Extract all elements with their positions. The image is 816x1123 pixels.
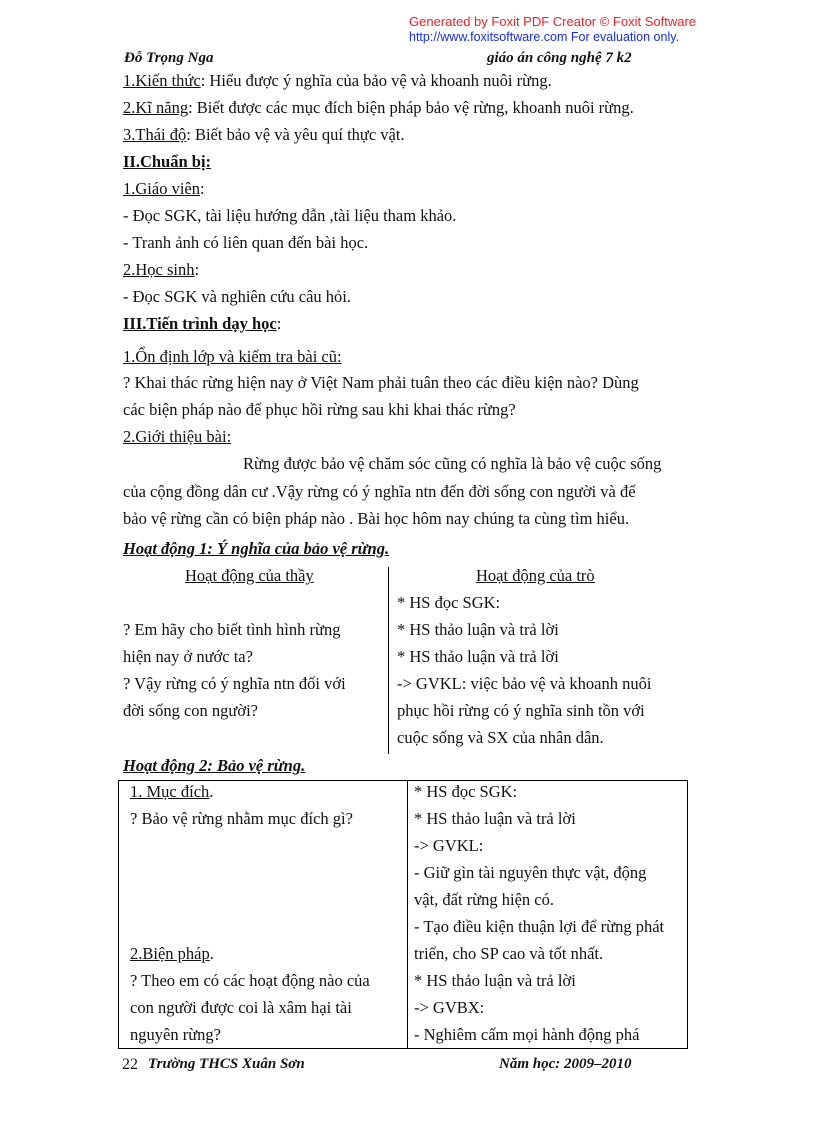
activity2-purpose-label: 1. Mục đích (130, 782, 210, 801)
process-step1-label: 1.Ổn định lớp và kiểm tra bài cũ: (123, 347, 342, 366)
prep-teacher-item: - Đọc SGK, tài liệu hướng dẫn ,tài liệu tham khảo. (123, 206, 457, 225)
activity2-purpose-question: ? Bảo vệ rừng nhằm mục đích gì? (130, 809, 353, 828)
objective-attitude-label: 3.Thái độ (123, 125, 187, 144)
activity2-right-line: - Giữ gìn tài nguyên thực vật, động (414, 863, 647, 882)
activity2-measure-line: nguyên rừng? (130, 1025, 221, 1044)
activity2-right-line: triển, cho SP cao và tốt nhất. (414, 944, 604, 963)
table-top-border (118, 780, 688, 781)
objective-skill-text: : Biết được các mục đích biện pháp bảo vệ rừng, khoanh nuôi rừng. (188, 98, 634, 117)
activity1-teacher-line: ? Vậy rừng có ý nghĩa ntn đối với (123, 674, 346, 693)
objective-skill-label: 2.Kĩ năng (123, 98, 189, 117)
prep-teacher-label: 1.Giáo viên (123, 179, 200, 198)
activity2-measure-dot: . (209, 944, 214, 963)
objective-skill (123, 98, 634, 118)
activity1-teacher-line: hiện nay ở nước ta? (123, 647, 253, 666)
activity1-student-line: cuộc sống và SX của nhân dân. (397, 728, 604, 747)
activity2-right-line: vật, đất rừng hiện có. (414, 890, 554, 909)
objective-attitude (123, 125, 405, 145)
activity1-student-line: -> GVKL: việc bảo vệ và khoanh nuôi (397, 674, 652, 693)
prep-student-heading (123, 260, 199, 280)
table-right-border (687, 780, 688, 1049)
activity2-measure-line: con người được coi là xâm hại tài (130, 998, 352, 1017)
prep-teacher-heading (123, 179, 205, 199)
activity1-student-line: * HS đọc SGK: (397, 593, 501, 612)
process-step2-label: 2.Giới thiệu bài: (123, 427, 232, 446)
prep-student-item: - Đọc SGK và nghiên cứu câu hỏi. (123, 287, 351, 306)
activity1-divider (388, 567, 389, 754)
process-step2-line: của cộng đồng dân cư .Vậy rừng có ý nghĩa ntn đến đời sống con người và để (123, 482, 636, 501)
activity2-right-line: - Tạo điều kiện thuận lợi để rừng phát (414, 917, 665, 936)
objective-knowledge-text: : Hiểu được ý nghĩa của bảo vệ và khoanh nuôi rừng. (200, 71, 552, 90)
header-subject: giáo án công nghệ 7 k2 (487, 50, 632, 66)
footer-school: Trường THCS Xuân Sơn (148, 1056, 305, 1072)
activity2-measure-heading (130, 944, 214, 964)
activity2-right-line: -> GVKL: (414, 836, 484, 855)
activity1-col-teacher: Hoạt động của thầy (185, 566, 314, 585)
activity2-right-line: - Nghiêm cấm mọi hành động phá (414, 1025, 640, 1044)
objective-attitude-text: : Biết bảo vệ và yêu quí thực vật. (186, 125, 405, 144)
activity2-right-line: * HS thảo luận và trả lời (414, 971, 576, 990)
prep-teacher-colon: : (199, 179, 205, 198)
table-left-border (118, 780, 119, 1049)
prep-student-colon: : (194, 260, 200, 279)
process-title-label: III.Tiến trình dạy học (123, 314, 277, 333)
activity1-teacher-line: ? Em hãy cho biết tình hình rừng (123, 620, 341, 639)
header-author: Đỗ Trọng Nga (124, 50, 214, 66)
activity2-right-line: * HS thảo luận và trả lời (414, 809, 576, 828)
process-step1-line: ? Khai thác rừng hiện nay ở Việt Nam phải tuân theo các điều kiện nào? Dùng (123, 373, 639, 392)
activity2-right-line: -> GVBX: (414, 998, 485, 1017)
activity2-title: Hoạt động 2: Bảo vệ rừng. (123, 756, 306, 775)
objective-knowledge (123, 71, 552, 91)
table-center-border (407, 780, 408, 1049)
prep-student-label: 2.Học sinh (123, 260, 195, 279)
activity2-measure-label: 2.Biện pháp (130, 944, 210, 963)
process-step1-line: các biện pháp nào để phục hồi rừng sau khi khai thác rừng? (123, 400, 516, 419)
activity1-teacher-line: đời sống con người? (123, 701, 259, 720)
prep-teacher-item: - Tranh ảnh có liên quan đến bài học. (123, 233, 369, 252)
footer-page-number: 22 (122, 1056, 138, 1073)
watermark-line-1: Generated by Foxit PDF Creator © Foxit Software (409, 14, 697, 29)
activity1-col-student: Hoạt động của trò (476, 566, 595, 585)
activity2-purpose-heading (130, 782, 213, 802)
process-title-colon: : (276, 314, 282, 333)
process-step2-line: bảo vệ rừng cần có biện pháp nào . Bài học hôm nay chúng ta cùng tìm hiểu. (123, 509, 630, 528)
process-title (123, 314, 281, 334)
table-bottom-border (118, 1048, 688, 1049)
process-step2-line: Rừng được bảo vệ chăm sóc cũng có nghĩa là bảo vệ cuộc sống (243, 454, 662, 473)
objective-knowledge-label: 1.Kiến thức (123, 71, 201, 90)
activity2-purpose-dot: . (209, 782, 214, 801)
watermark-line-2[interactable]: http://www.foxitsoftware.com For evaluation only. (409, 30, 680, 44)
activity1-student-line: * HS thảo luận và trả lời (397, 620, 559, 639)
activity1-title: Hoạt động 1: Ý nghĩa của bảo vệ rừng. (123, 539, 390, 558)
activity2-right-line: * HS đọc SGK: (414, 782, 518, 801)
prep-title: II.Chuẩn bị: (123, 152, 212, 171)
activity2-measure-line: ? Theo em có các hoạt động nào của (130, 971, 370, 990)
activity1-student-line: phục hồi rừng có ý nghĩa sinh tồn với (397, 701, 645, 720)
footer-year: Năm học: 2009–2010 (499, 1056, 632, 1072)
activity1-student-line: * HS thảo luận và trả lời (397, 647, 559, 666)
